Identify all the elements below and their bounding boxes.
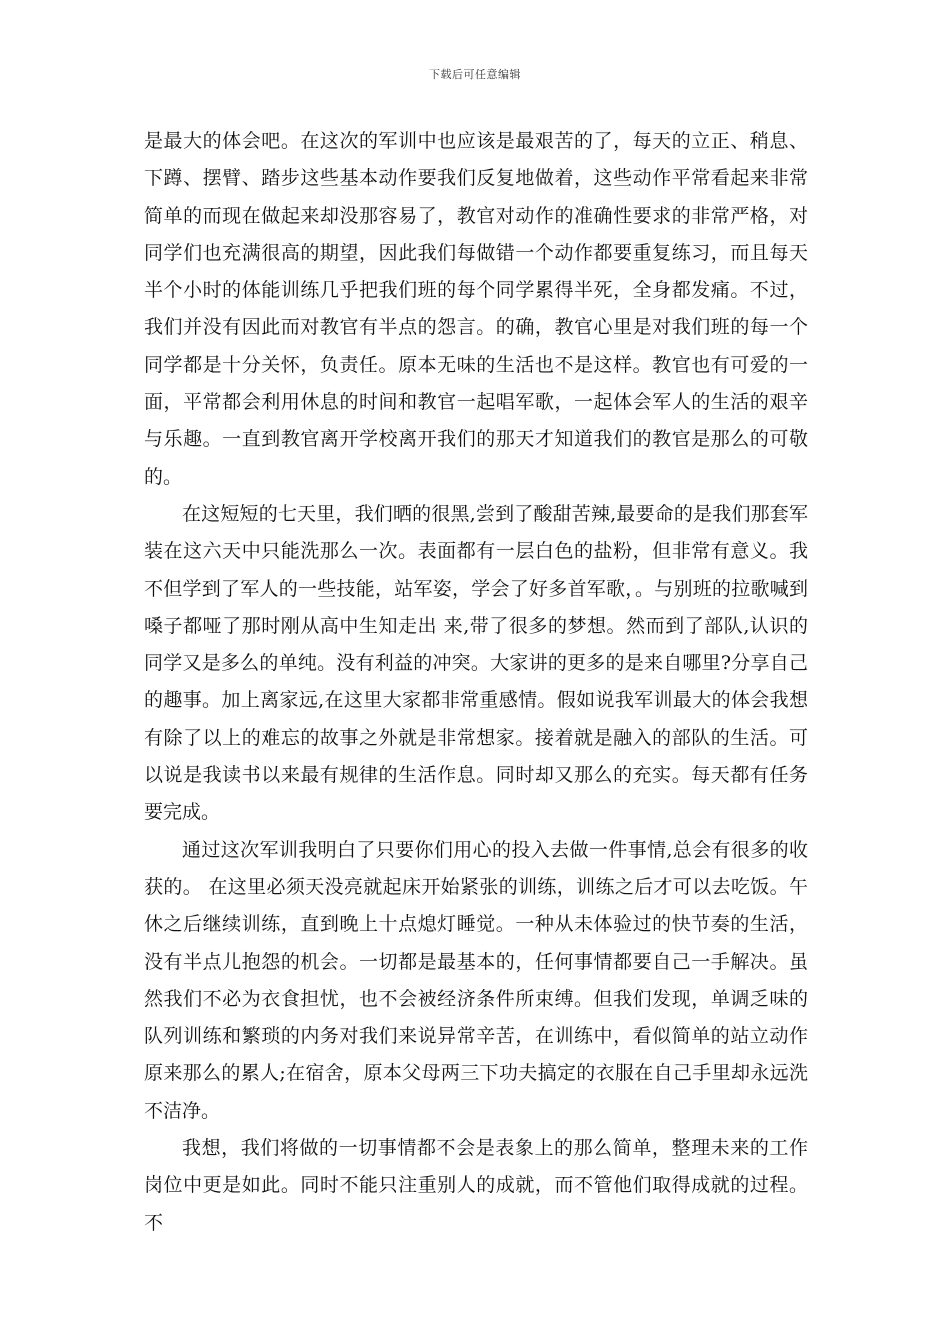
paragraph-3: 通过这次军训我明白了只要你们用心的投入去做一件事情,总会有很多的收获的。 在这里必须天没亮就起床开始紧张的训练，训练之后才可以去吃饭。午休之后继续训练，直到晚上十点熄灯睡觉。一种从未体验过的快节奏的生活，没有半点儿抱怨的机会。一切都是最基本的，任何事情都要自己一手解决。虽然我们不必为衣食担忧，也不会被经济条件所束缚。但我们发现，单调乏味的队列训练和繁琐的内务对我们来说异常辛苦，在训练中，看似简单的站立动作原来那么的累人;在宿舍，原本父母两三下功夫搞定的衣服在自己手里却永远洗不洁净。 bbox=[144, 838, 808, 1122]
paragraph-2: 在这短短的七天里，我们晒的很黑,尝到了酸甜苦辣,最要命的是我们那套军装在这六天中只能洗那么一次。表面都有一层白色的盐粉，但非常有意义。我不但学到了军人的一些技能，站军姿，学会了好多首军歌，。与别班的拉歌喊到嗓子都哑了那时刚从高中生知走出 来,带了很多的梦想。然而到了部队,认识的同学又是多么的单纯。没有利益的冲突。大家讲的更多的是来自哪里?分享自己的趣事。加上离家远,在这里大家都非常重感情。假如说我军训最大的体会我想有除了以上的难忘的故事之外就是非常想家。接着就是融入的部队的生活。可以说是我读书以来最有规律的生活作息。同时却又那么的充实。每天都有任务要完成。 bbox=[144, 502, 808, 824]
page-header: 下载后可任意编辑 bbox=[429, 68, 521, 81]
paragraph-1: 是最大的体会吧。在这次的军训中也应该是最艰苦的了，每天的立正、稍息、下蹲、摆臂、踏步这些基本动作要我们反复地做着，这些动作平常看起来非常简单的而现在做起来却没那容易了，教官对动作的准确性要求的非常严格，对同学们也充满很高的期望，因此我们每做错一个动作都要重复练习，而且每天半个小时的体能训练几乎把我们班的每个同学累得半死，全身都发痛。不过，我们并没有因此而对教官有半点的怨言。的确，教官心里是对我们班的每一个同学都是十分关怀，负责任。原本无味的生活也不是这样。教官也有可爱的一面，平常都会利用休息的时间和教官一起唱军歌，一起体会军人的生活的艰辛与乐趣。一直到教官离开学校离开我们的那天才知道我们的教官是那么的可敬的。 bbox=[144, 130, 808, 488]
paragraph-4: 我想，我们将做的一切事情都不会是表象上的那么简单，整理未来的工作岗位中更是如此。同时不能只注重别人的成就，而不管他们取得成就的过程。不 bbox=[144, 1137, 808, 1234]
document-body bbox=[144, 123, 808, 1242]
